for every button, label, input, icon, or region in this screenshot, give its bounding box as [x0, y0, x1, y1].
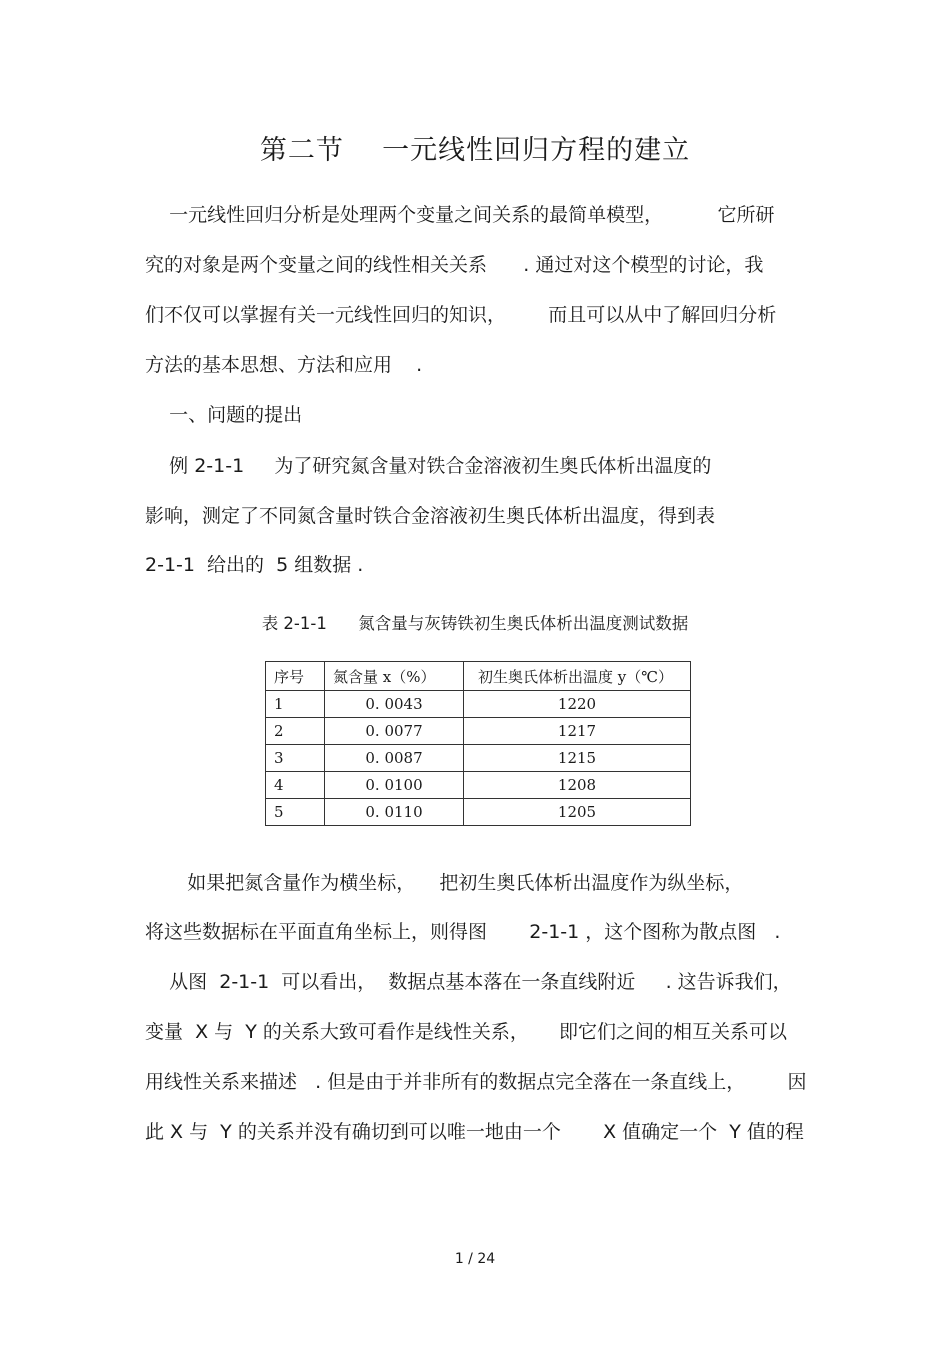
paragraph-line: 从图 2-1-1 可以看出， 数据点基本落在一条直线附近 . 这告诉我们，	[145, 971, 792, 993]
header-temperature: 初生奥氏体析出温度 y（℃）	[464, 662, 691, 691]
cell-nitrogen: 0. 0110	[325, 799, 464, 826]
cell-index: 2	[266, 718, 325, 745]
table-row	[266, 718, 691, 745]
page-number: 1 / 24	[454, 1251, 496, 1267]
section-heading: 一、问题的提出	[145, 404, 303, 426]
cell-temperature: 1217	[464, 718, 691, 745]
paragraph-line: 方法的基本思想、方法和应用 .	[145, 354, 423, 376]
table-row	[266, 772, 691, 799]
table-row	[266, 745, 691, 772]
paragraph-line: 用线性关系来描述 . 但是由于并非所有的数据点完全落在一条直线上， 因	[145, 1071, 807, 1093]
paragraph-line: 将这些数据标在平面直角坐标上，则得图 2-1-1 ，这个图称为散点图 .	[145, 921, 781, 943]
page-title: 第二节 一元线性回归方程的建立	[259, 135, 691, 166]
header-index: 序号	[266, 662, 325, 691]
header-nitrogen: 氮含量 x（%）	[325, 662, 464, 691]
paragraph-line: 们不仅可以掌握有关一元线性回归的知识， 而且可以从中了解回归分析	[145, 304, 777, 326]
paragraph-line: 一元线性回归分析是处理两个变量之间关系的最简单模型， 它所研	[145, 204, 775, 226]
cell-nitrogen: 0. 0087	[325, 745, 464, 772]
cell-nitrogen: 0. 0077	[325, 718, 464, 745]
cell-temperature: 1205	[464, 799, 691, 826]
cell-index: 5	[266, 799, 325, 826]
cell-temperature: 1215	[464, 745, 691, 772]
example-line: 例 2-1-1 为了研究氮含量对铁合金溶液初生奥氏体析出温度的	[145, 455, 712, 477]
cell-nitrogen: 0. 0100	[325, 772, 464, 799]
cell-index: 4	[266, 772, 325, 799]
table-row	[266, 691, 691, 718]
table-row	[266, 799, 691, 826]
example-line: 2-1-1 给出的 5 组数据 .	[145, 554, 364, 576]
table-caption: 表 2-1-1 氮含量与灰铸铁初生奥氏体析出温度测试数据	[261, 614, 689, 633]
paragraph-line: 如果把氮含量作为横坐标， 把初生奥氏体析出温度作为纵坐标，	[145, 872, 744, 894]
cell-nitrogen: 0. 0043	[325, 691, 464, 718]
paragraph-line: 变量 X 与 Y 的关系大致可看作是线性关系， 即它们之间的相互关系可以	[145, 1021, 788, 1043]
cell-index: 3	[266, 745, 325, 772]
cell-index: 1	[266, 691, 325, 718]
cell-temperature: 1220	[464, 691, 691, 718]
paragraph-line: 究的对象是两个变量之间的线性相关关系 . 通过对这个模型的讨论，我	[145, 254, 764, 276]
data-table	[265, 661, 691, 826]
table-header-row	[266, 662, 691, 691]
paragraph-line: 此 X 与 Y 的关系并没有确切到可以唯一地由一个 X 值确定一个 Y 值的程	[145, 1121, 804, 1143]
cell-temperature: 1208	[464, 772, 691, 799]
example-line: 影响，测定了不同氮含量时铁合金溶液初生奥氏体析出温度，得到表	[145, 505, 716, 527]
